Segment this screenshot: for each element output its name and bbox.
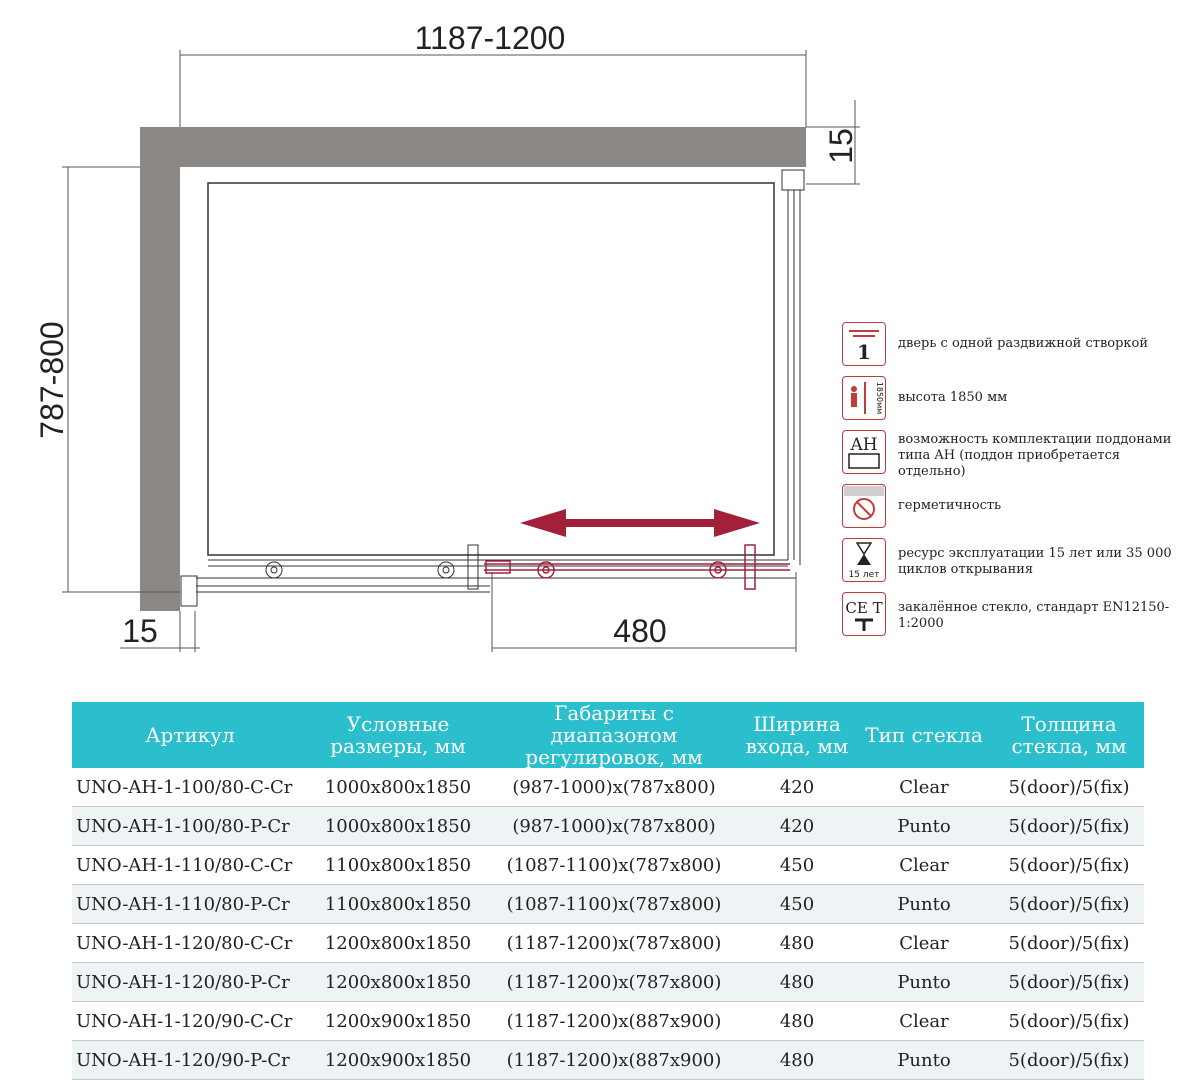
- wall-top: [140, 127, 806, 167]
- sealing-icon: [842, 484, 886, 528]
- table-cell: 5(door)/5(fix): [994, 1002, 1144, 1041]
- table-row: [72, 885, 1144, 924]
- table-cell: 5(door)/5(fix): [994, 1041, 1144, 1080]
- feature-item: [842, 376, 1007, 420]
- dimension-entrance-label: 480: [613, 613, 667, 649]
- feature-text: высота 1850 мм: [898, 390, 1008, 405]
- table-cell: 1200x900x1850: [308, 1041, 488, 1080]
- table-cell: UNO-AH-1-120/80-C-Cr: [72, 924, 308, 963]
- column-header: Ширина входа, мм: [740, 702, 854, 768]
- table-row: [72, 924, 1144, 963]
- feature-item: [842, 322, 1148, 366]
- table-cell: 480: [740, 1041, 854, 1080]
- table-cell: Punto: [854, 885, 994, 924]
- table-cell: (987-1000)x(787x800): [488, 807, 740, 846]
- feature-item: [842, 538, 1192, 582]
- table-cell: (1087-1100)x(787x800): [488, 885, 740, 924]
- table-cell: 1100x800x1850: [308, 885, 488, 924]
- feature-text: закалённое стекло, стандарт EN12150-1:2000: [898, 600, 1170, 631]
- tray-icon: [842, 430, 886, 474]
- sliding-door-icon: [842, 322, 886, 366]
- table-cell: 1200x800x1850: [308, 924, 488, 963]
- tempered-glass-icon: [842, 592, 886, 636]
- hourglass-icon: [842, 538, 886, 582]
- table-cell: Clear: [854, 924, 994, 963]
- feature-text: возможность комплектации поддонами типа AH (поддон приобретается отдельно): [898, 432, 1172, 479]
- table-cell: (1187-1200)x(787x800): [488, 924, 740, 963]
- feature-text: герметичность: [898, 498, 1002, 513]
- table-cell: UNO-AH-1-110/80-C-Cr: [72, 846, 308, 885]
- column-header: Толщина стекла, мм: [994, 702, 1144, 768]
- table-cell: Punto: [854, 1041, 994, 1080]
- dimension-wall-bottom-label: 15: [122, 613, 158, 649]
- feature-text: дверь с одной раздвижной створкой: [898, 336, 1149, 351]
- column-header: Условные размеры, мм: [308, 702, 488, 768]
- table-cell: UNO-AH-1-120/90-P-Cr: [72, 1041, 308, 1080]
- table-cell: 5(door)/5(fix): [994, 846, 1144, 885]
- roller: [438, 562, 454, 578]
- icon-label: CE T: [845, 599, 883, 617]
- dimension-wall-right-label: 15: [823, 128, 859, 164]
- table-cell: (1187-1200)x(787x800): [488, 963, 740, 1002]
- table-cell: Punto: [854, 807, 994, 846]
- dimension-top: [180, 50, 806, 127]
- table-cell: Clear: [854, 846, 994, 885]
- dimension-left-label: 787-800: [34, 321, 70, 439]
- table-cell: 5(door)/5(fix): [994, 768, 1144, 807]
- slide-direction-arrow: [520, 509, 760, 537]
- table-cell: (1087-1100)x(787x800): [488, 846, 740, 885]
- icon-label: AH: [850, 435, 878, 455]
- table-cell: 480: [740, 1002, 854, 1041]
- icon-label: 1850мм: [875, 381, 884, 415]
- table-cell: 5(door)/5(fix): [994, 963, 1144, 1002]
- table-cell: Clear: [854, 1002, 994, 1041]
- sliding-door: [484, 545, 790, 589]
- table-cell: UNO-AH-1-120/80-P-Cr: [72, 963, 308, 1002]
- wall-left: [140, 127, 180, 611]
- column-header: Тип стекла: [854, 702, 994, 768]
- table-cell: (1187-1200)x(887x900): [488, 1041, 740, 1080]
- table-cell: UNO-AH-1-120/90-C-Cr: [72, 1002, 308, 1041]
- icon-label: 1: [857, 340, 871, 364]
- door-stopper: [468, 545, 478, 589]
- column-header: Габариты с диапазоном регулировок, мм: [488, 702, 740, 768]
- fixed-glass-panel: [782, 170, 804, 565]
- table-cell: 5(door)/5(fix): [994, 807, 1144, 846]
- table-cell: UNO-AH-1-100/80-C-Cr: [72, 768, 308, 807]
- table-cell: Clear: [854, 768, 994, 807]
- table-row: [72, 768, 1144, 807]
- table-cell: 1000x800x1850: [308, 807, 488, 846]
- table-cell: 1100x800x1850: [308, 846, 488, 885]
- table-cell: (987-1000)x(787x800): [488, 768, 740, 807]
- table-row: [72, 846, 1144, 885]
- table-cell: 5(door)/5(fix): [994, 885, 1144, 924]
- table-row: [72, 807, 1144, 846]
- table-cell: Punto: [854, 963, 994, 1002]
- dimension-top-label: 1187-1200: [414, 20, 566, 56]
- wall-profile: [181, 576, 197, 606]
- table-cell: 1200x800x1850: [308, 963, 488, 1002]
- height-icon: [842, 376, 886, 420]
- table-header-row: [72, 702, 1144, 768]
- table-cell: 450: [740, 846, 854, 885]
- table-cell: 1200x900x1850: [308, 1002, 488, 1041]
- feature-item: [842, 430, 1188, 480]
- roller: [266, 562, 282, 578]
- table-cell: 450: [740, 885, 854, 924]
- table-cell: 420: [740, 768, 854, 807]
- table-cell: 480: [740, 963, 854, 1002]
- feature-text: ресурс эксплуатации 15 лет или 35 000 циклов открывания: [898, 546, 1172, 577]
- table-row: [72, 963, 1144, 1002]
- column-header: Артикул: [72, 702, 308, 768]
- table-cell: (1187-1200)x(887x900): [488, 1002, 740, 1041]
- door-rails: [196, 560, 796, 592]
- icon-label: 15 лет: [848, 570, 880, 580]
- table-row: [72, 1002, 1144, 1041]
- table-row: [72, 1041, 1144, 1080]
- table-cell: UNO-AH-1-100/80-P-Cr: [72, 807, 308, 846]
- spec-table: [72, 702, 1144, 1080]
- feature-item: [842, 484, 1001, 528]
- table-cell: 5(door)/5(fix): [994, 924, 1144, 963]
- shower-tray-outline: [208, 183, 774, 555]
- table-cell: 480: [740, 924, 854, 963]
- table-cell: 1000x800x1850: [308, 768, 488, 807]
- table-cell: UNO-AH-1-110/80-P-Cr: [72, 885, 308, 924]
- table-cell: 420: [740, 807, 854, 846]
- feature-item: [842, 592, 1192, 636]
